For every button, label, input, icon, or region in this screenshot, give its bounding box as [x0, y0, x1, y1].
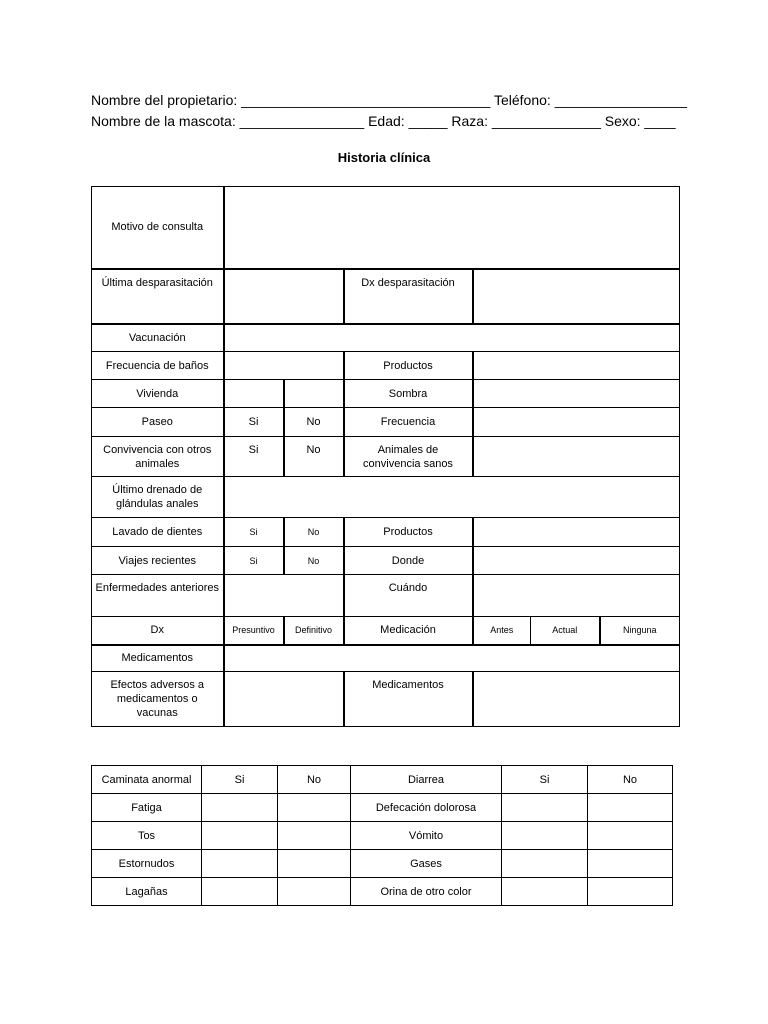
- ultima-desparasitacion-field[interactable]: [224, 269, 344, 324]
- symptom-cell[interactable]: [588, 850, 673, 878]
- symptom-no-header[interactable]: No: [588, 766, 673, 794]
- vivienda-label: Vivienda: [92, 380, 224, 408]
- clinical-history-table: [91, 186, 680, 727]
- symptom-right-label: Diarrea: [351, 766, 502, 794]
- productos-label: Productos: [344, 352, 473, 380]
- symptom-cell[interactable]: [278, 794, 351, 822]
- symptom-left-label: Tos: [92, 822, 202, 850]
- cuando-label: Cuándo: [344, 575, 473, 617]
- motivo-field[interactable]: [224, 187, 680, 269]
- frecuencia-label: Frecuencia: [344, 408, 473, 437]
- medicamentos-2-field[interactable]: [473, 672, 680, 727]
- page-title: Historia clínica: [337, 150, 431, 165]
- cuando-field[interactable]: [473, 575, 680, 617]
- efectos-label: Efectos adversos a medicamentos o vacunas: [92, 672, 224, 727]
- efectos-field[interactable]: [224, 672, 344, 727]
- vacunacion-field[interactable]: [224, 324, 680, 352]
- vacunacion-label: Vacunación: [92, 324, 224, 352]
- symptom-left-label: Lagañas: [92, 878, 202, 906]
- lavado-no[interactable]: No: [284, 518, 344, 547]
- lavado-si[interactable]: Si: [224, 518, 284, 547]
- symptom-cell[interactable]: [588, 794, 673, 822]
- sombra-label: Sombra: [344, 380, 473, 408]
- symptom-cell[interactable]: [588, 878, 673, 906]
- symptom-cell[interactable]: [202, 794, 278, 822]
- symptom-cell[interactable]: [202, 878, 278, 906]
- convivencia-si[interactable]: Si: [224, 437, 284, 477]
- pet-line: Nombre de la mascota: ________________ Edad: _____ Raza: ______________ Sexo: ____: [91, 113, 676, 129]
- paseo-label: Paseo: [92, 408, 224, 437]
- convivencia-no[interactable]: No: [284, 437, 344, 477]
- medicacion-label: Medicación: [344, 617, 473, 645]
- vivienda-field-2[interactable]: [284, 380, 344, 408]
- productos-field[interactable]: [473, 352, 680, 380]
- viajes-no[interactable]: No: [284, 547, 344, 575]
- symptom-cell[interactable]: [278, 822, 351, 850]
- symptom-cell[interactable]: [502, 794, 588, 822]
- symptom-si-header[interactable]: Si: [202, 766, 278, 794]
- symptom-cell[interactable]: [502, 850, 588, 878]
- animales-sanos-label: Animales de convivencia sanos: [344, 437, 473, 477]
- symptom-right-label: Gases: [351, 850, 502, 878]
- drenado-field[interactable]: [224, 477, 680, 518]
- paseo-no[interactable]: No: [284, 408, 344, 437]
- symptom-cell[interactable]: [278, 850, 351, 878]
- dx-desparasitacion-label: Dx desparasitación: [344, 269, 473, 324]
- symptom-cell[interactable]: [502, 878, 588, 906]
- ultima-desparasitacion-label: Última desparasitación: [92, 269, 224, 324]
- symptom-left-label: Fatiga: [92, 794, 202, 822]
- symptom-right-label: Defecación dolorosa: [351, 794, 502, 822]
- animales-sanos-field[interactable]: [473, 437, 680, 477]
- medicacion-antes[interactable]: Antes: [473, 617, 531, 645]
- dx-desparasitacion-field[interactable]: [473, 269, 680, 324]
- owner-line: Nombre del propietario: ________________________________ Teléfono: _________________: [91, 92, 688, 108]
- dx-label: Dx: [92, 617, 224, 645]
- symptom-cell[interactable]: [202, 850, 278, 878]
- medicamentos-label: Medicamentos: [92, 645, 224, 672]
- symptom-cell[interactable]: [202, 822, 278, 850]
- medicacion-actual[interactable]: Actual: [531, 617, 600, 645]
- vivienda-field-1[interactable]: [224, 380, 284, 408]
- symptom-no-header[interactable]: No: [278, 766, 351, 794]
- frecuencia-field[interactable]: [473, 408, 680, 437]
- lavado-label: Lavado de dientes: [92, 518, 224, 547]
- medicacion-ninguna[interactable]: Ninguna: [600, 617, 680, 645]
- enfermedades-field[interactable]: [224, 575, 344, 617]
- symptom-left-label: Estornudos: [92, 850, 202, 878]
- drenado-label: Último drenado de glándulas anales: [92, 477, 224, 518]
- symptom-cell[interactable]: [278, 878, 351, 906]
- enfermedades-label: Enfermedades anteriores: [92, 575, 224, 617]
- frecuencia-banos-field[interactable]: [224, 352, 344, 380]
- convivencia-label: Convivencia con otros animales: [92, 437, 224, 477]
- symptom-right-label: Vómito: [351, 822, 502, 850]
- symptom-cell[interactable]: [588, 822, 673, 850]
- symptoms-table: [91, 765, 673, 906]
- paseo-si[interactable]: Si: [224, 408, 284, 437]
- viajes-si[interactable]: Si: [224, 547, 284, 575]
- symptom-cell[interactable]: [502, 822, 588, 850]
- motivo-label: Motivo de consulta: [92, 187, 224, 269]
- dx-presuntivo[interactable]: Presuntivo: [224, 617, 284, 645]
- productos-2-field[interactable]: [473, 518, 680, 547]
- symptom-si-header[interactable]: Si: [502, 766, 588, 794]
- dx-definitivo[interactable]: Definitivo: [284, 617, 344, 645]
- medicamentos-field[interactable]: [224, 645, 680, 672]
- donde-field[interactable]: [473, 547, 680, 575]
- symptom-right-label: Orina de otro color: [351, 878, 502, 906]
- donde-label: Donde: [344, 547, 473, 575]
- medicamentos-2-label: Medicamentos: [344, 672, 473, 727]
- viajes-label: Viajes recientes: [92, 547, 224, 575]
- productos-2-label: Productos: [344, 518, 473, 547]
- sombra-field[interactable]: [473, 380, 680, 408]
- frecuencia-banos-label: Frecuencia de baños: [92, 352, 224, 380]
- symptom-left-label: Caminata anormal: [92, 766, 202, 794]
